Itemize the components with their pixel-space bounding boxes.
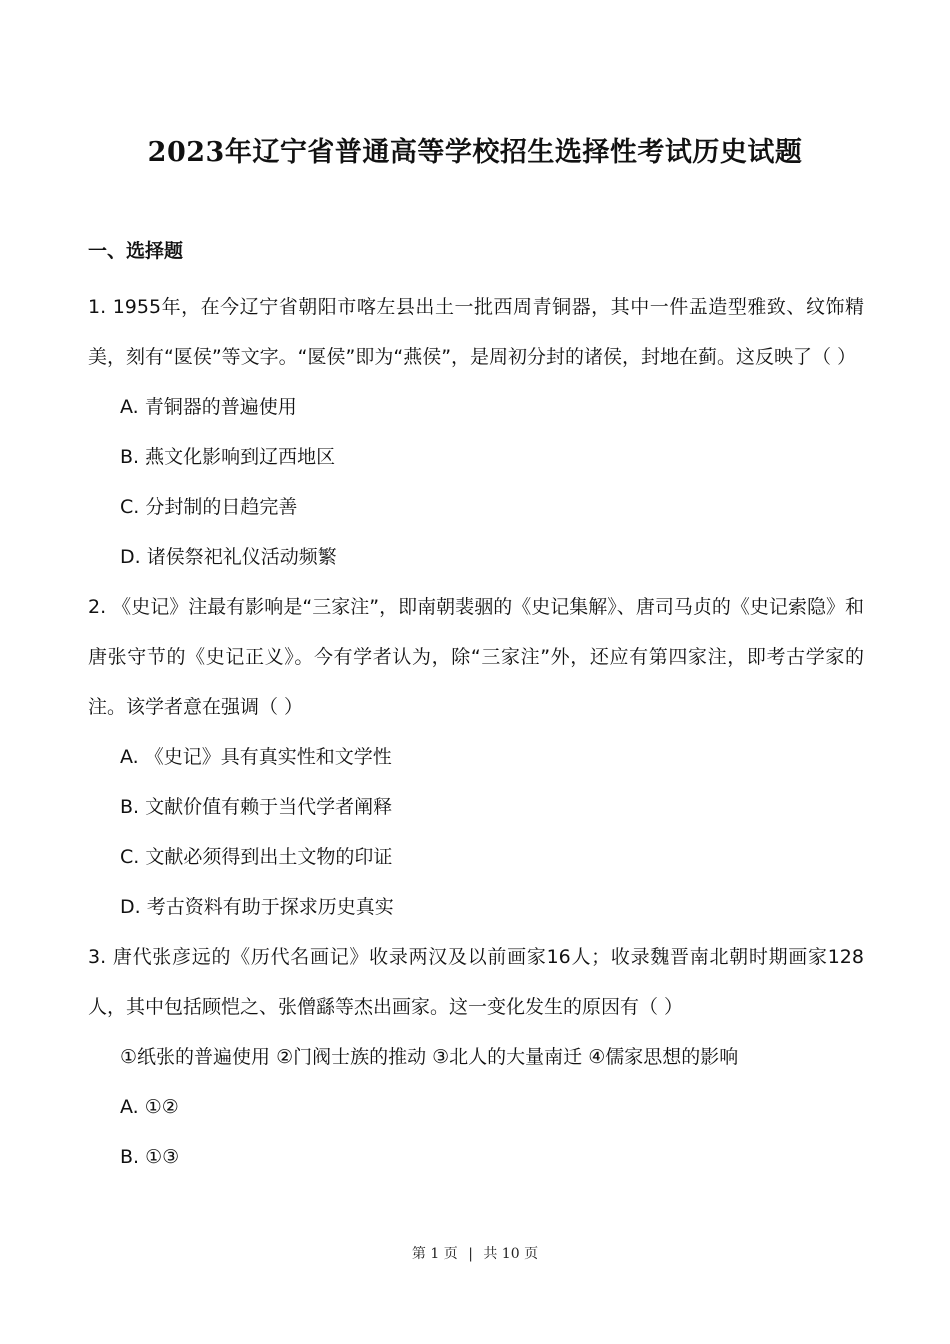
section-heading: 一、选择题	[88, 240, 184, 262]
page-total: 共 10 页	[483, 1246, 539, 1262]
option-a: A. 《史记》具有真实性和文学性	[120, 746, 392, 768]
question-stem: 1. 1955年，在今辽宁省朝阳市喀左县出土一批西周青铜器，其中一件盂造型雅致、纹饰精美，刻有“匽侯”等文字。“匽侯”即为“燕侯”，是周初分封的诸侯，封地在蓟。这反映了（ ）	[88, 296, 864, 368]
question-stem: 2. 《史记》注最有影响是“三家注”，即南朝裴骃的《史记集解》、唐司马贞的《史记索隐》和唐张守节的《史记正义》。今有学者认为，除“三家注”外，还应有第四家注，即考古学家的注。该学者意在强调（ ）	[88, 596, 864, 718]
footer-separator: |	[468, 1246, 473, 1262]
question-1	[88, 282, 864, 582]
question-stem: 3. 唐代张彦远的《历代名画记》收录两汉及以前画家16人；收录魏晋南北朝时期画家128人，其中包括顾恺之、张僧繇等杰出画家。这一变化发生的原因有（ ）	[88, 946, 864, 1018]
question-statements: ①纸张的普遍使用 ②门阀士族的推动 ③北人的大量南迁 ④儒家思想的影响	[120, 1046, 739, 1068]
option-a: A. 青铜器的普遍使用	[120, 396, 297, 418]
option-d: D. 诸侯祭祀礼仪活动频繁	[120, 546, 337, 568]
option-b: B. 燕文化影响到辽西地区	[120, 446, 336, 468]
question-2	[88, 582, 864, 932]
option-c: C. 分封制的日趋完善	[120, 496, 298, 518]
question-list	[88, 282, 864, 1182]
option-d: D. 考古资料有助于探求历史真实	[120, 896, 394, 918]
option-c: C. 文献必须得到出土文物的印证	[120, 846, 393, 868]
option-b: B. ①③	[120, 1146, 180, 1168]
question-3	[88, 932, 864, 1182]
page-number: 第 1 页	[411, 1246, 458, 1262]
option-b: B. 文献价值有赖于当代学者阐释	[120, 796, 393, 818]
option-a: A. ①②	[120, 1096, 179, 1118]
page-title: 2023年辽宁省普通高等学校招生选择性考试历史试题	[147, 137, 803, 168]
page-footer	[0, 1243, 950, 1263]
